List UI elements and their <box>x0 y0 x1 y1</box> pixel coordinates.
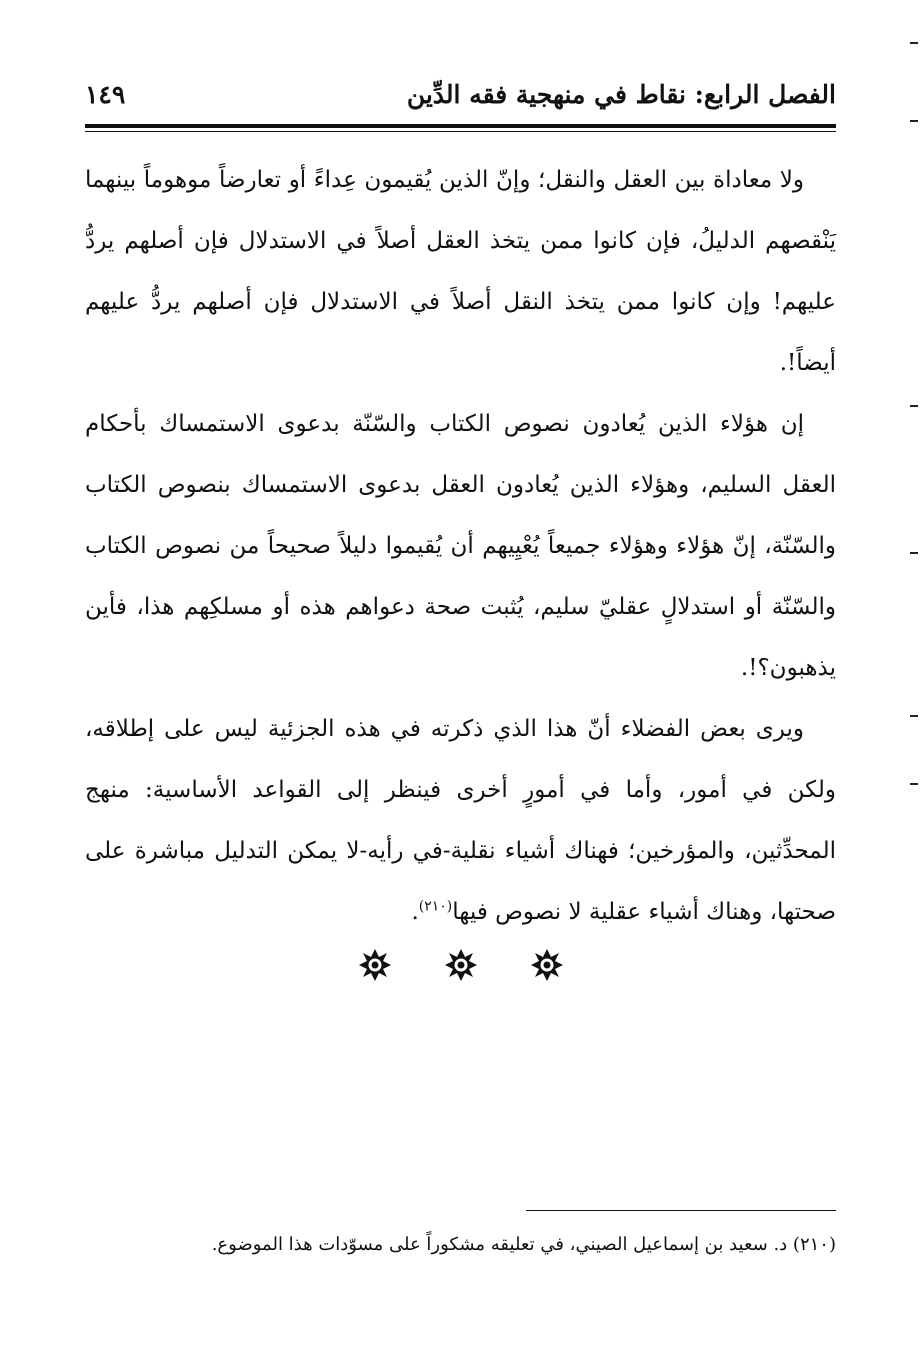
scan-margin-mark <box>910 42 918 44</box>
footnote-separator <box>526 1210 836 1211</box>
scan-margin-mark <box>910 120 918 122</box>
ornament-icon <box>444 948 478 982</box>
footnote-text: (٢١٠) د. سعيد بن إسماعيل الصيني، في تعليقه مشكوراً على مسوّدات هذا الموضوع. <box>211 1234 836 1255</box>
header-rule-thick <box>85 124 836 128</box>
paragraph-3 <box>85 699 836 943</box>
scan-margin-mark <box>910 715 918 717</box>
footnote-reference[interactable]: (٢١٠) <box>418 898 453 915</box>
scan-margin-mark <box>910 405 918 407</box>
body-text <box>85 150 836 943</box>
ornament-icon <box>530 948 564 982</box>
paragraph-1: ولا معاداة بين العقل والنقل؛ وإنّ الذين يُقيمون عِداءً أو تعارضاً موهوماً بينهما يَنْقصهم الدليلُ، فإن كانوا ممن يتخذ العقل أصلاً في الاستدلال فإن أصلهم يردُّ عليهم! وإن كانوا ممن يتخذ النقل أصلاً في الاستدلال فإن أصلهم يردُّ عليهم أيضاً!. <box>85 167 836 376</box>
chapter-title: الفصل الرابع: نقاط في منهجية فقه الدِّين <box>406 79 836 109</box>
section-divider-ornaments <box>0 948 921 982</box>
paragraph-3-end: . <box>411 899 419 925</box>
ornament-icon <box>358 948 392 982</box>
scan-margin-mark <box>910 552 918 554</box>
page-number: ١٤٩ <box>85 79 126 109</box>
scan-margin-mark <box>910 783 918 785</box>
paragraph-3-text: ويرى بعض الفضلاء أنّ هذا الذي ذكرته في هذه الجزئية ليس على إطلاقه، ولكن في أمور، وأما في أمورٍ أخرى فينظر إلى القواعد الأساسية: منهج المحدِّثين، والمؤرخين؛ فهناك أشياء نقلية-في رأيه-لا يمكن التدليل مباشرة على صحتها، وهناك أشياء عقلية لا نصوص فيها <box>85 716 836 925</box>
page-header <box>85 72 836 116</box>
header-rule-thin <box>85 131 836 132</box>
paragraph-2: إن هؤلاء الذين يُعادون نصوص الكتاب والسّنّة بدعوى الاستمساك بأحكام العقل السليم، وهؤلاء الذين يُعادون العقل بدعوى الاستمساك بنصوص الكتاب والسّنّة، إنّ هؤلاء وهؤلاء جميعاً يُعْيِيهم أن يُقيموا دليلاً صحيحاً من نصوص الكتاب والسّنّة أو استدلالٍ عقليّ سليم، يُثبت صحة دعواهم هذه أو مسلكِهم هذا، فأين يذهبون؟!. <box>85 411 836 681</box>
